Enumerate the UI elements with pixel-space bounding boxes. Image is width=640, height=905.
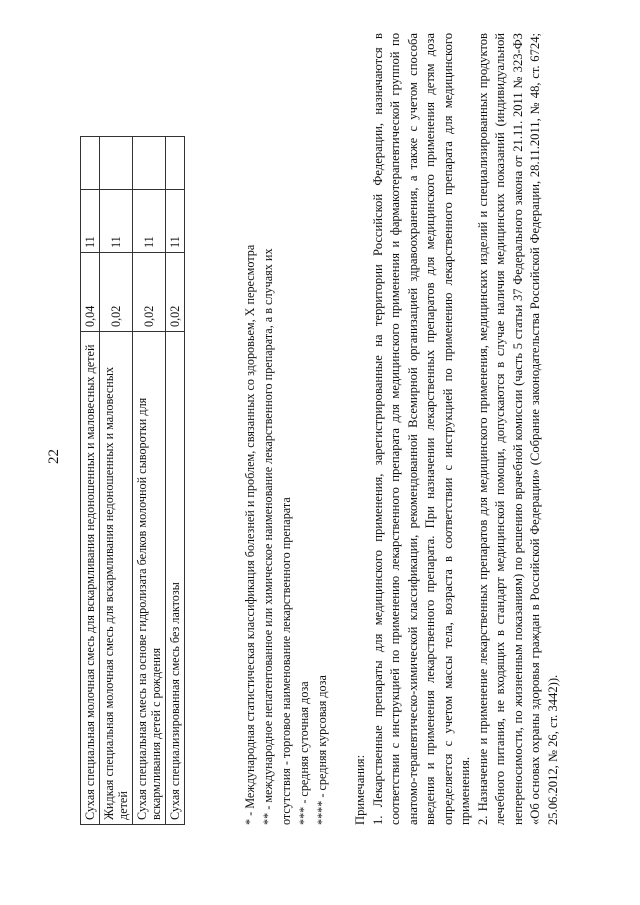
footnote: * - Международная статистическая классификация болезней и проблем, связанных со здоровьем, Х пересмотра xyxy=(243,244,257,825)
table-body xyxy=(81,137,185,825)
note-item: 2. Назначение и применение лекарственных препаратов для медицинского применения, медицинских изделий и специализированных продуктов лечебного питания, не входящих в стандарт медицинской помощи, допускаются в случае наличия медицинских показаний (индивидуальной непереносимости, по жизненным показаниям) по решению врачебной комиссии (часть 5 статьи 37 Федерального закона от 21.11. 2011 № 323-ФЗ «Об основах охраны здоровья граждан в Российской Федерации» (Собрание законодательства Российской Федерации, 28.11.2011, № 48, ст. 6724; 25.06.2012, № 26, ст. 3442)). xyxy=(475,33,560,825)
notes xyxy=(352,33,562,825)
row-course-dose xyxy=(81,137,100,190)
table-row xyxy=(166,137,185,825)
page-number: 22 xyxy=(46,449,62,464)
row-course-dose xyxy=(100,137,133,190)
footnote: *** - средняя суточная доза xyxy=(297,681,311,825)
row-daily-dose: 11 xyxy=(166,190,185,253)
row-name: Сухая специализированная смесь без лактозы xyxy=(166,332,185,825)
row-course-dose xyxy=(166,137,185,190)
row-daily-dose: 11 xyxy=(81,190,100,253)
row-dose: 0,02 xyxy=(100,253,133,332)
table-row xyxy=(100,137,133,825)
row-dose: 0,02 xyxy=(166,253,185,332)
note-item: 1. Лекарственные препараты для медицинского применения, зарегистрированные на территории Российской Федерации, назначаются в соответствии с инструкцией по применению лекарственного препарата для медицинского применения и фармакотерапевтической группой по анатомо-терапевтическо-химической классификации, рекомендованной Всемирной организацией здравоохранения, а также с учетом способа введения и применения лекарственного препарата. При назначении лекарственных препаратов для медицинского применения детям доза определяется с учетом массы тела, возраста в соответствии с инструкцией по применению лекарственного препарата для медицинского применения. xyxy=(370,33,472,825)
row-course-dose xyxy=(133,137,166,190)
row-dose: 0,04 xyxy=(81,253,100,332)
notes-heading: Примечания: xyxy=(353,754,367,825)
table-row xyxy=(133,137,166,825)
table-row xyxy=(81,137,100,825)
footnote: **** - средняя курсовая доза xyxy=(315,675,329,825)
row-daily-dose: 11 xyxy=(100,190,133,253)
row-dose: 0,02 xyxy=(133,253,166,332)
row-name: Сухая специальная смесь на основе гидролизата белков молочной сыворотки для вскармливания детей с рождения xyxy=(133,332,166,825)
footnote: отсутствия - торговое наименование лекарственного препарата xyxy=(279,497,293,825)
footnote: ** - международное непатентованное или химическое наименование лекарственного препарата, а в случаях их xyxy=(261,248,275,825)
nutrition-table xyxy=(80,136,185,825)
footnotes xyxy=(241,45,331,825)
row-daily-dose: 11 xyxy=(133,190,166,253)
row-name: Жидкая специальная молочная смесь для вскармливания недоношенных и маловесных детей xyxy=(100,332,133,825)
row-name: Сухая специальная молочная смесь для вскармливания недоношенных и маловесных детей xyxy=(81,332,100,825)
